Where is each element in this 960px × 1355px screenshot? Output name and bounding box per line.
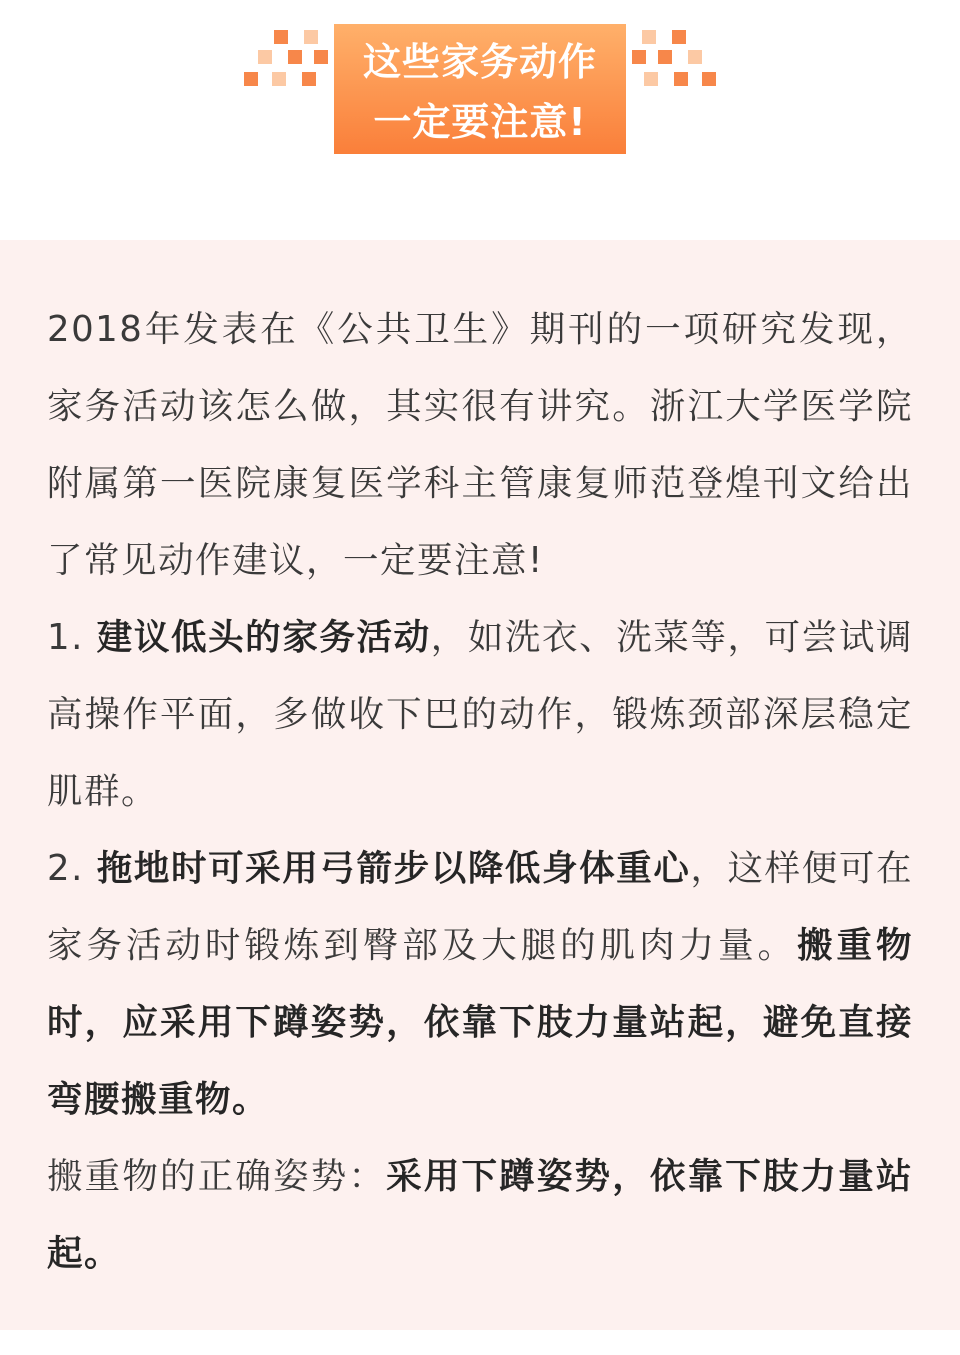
decor-square: [644, 72, 658, 86]
title-line-1: 这些家务动作: [362, 40, 597, 84]
tip-2-paragraph: [47, 830, 913, 1138]
title-badge: [334, 24, 626, 154]
title-line-2: 一定要注意!: [373, 100, 587, 144]
decor-square: [302, 72, 316, 86]
tip-1-text: ，如洗衣、洗菜等，可尝试调高操作平面，多做收下巴的动作，锻炼颈部深层稳定肌群。: [47, 617, 913, 812]
tip-2-heading: 拖地时可采用弓箭步以降低身体重心: [96, 848, 691, 889]
decor-square: [314, 50, 328, 64]
decor-square: [702, 72, 716, 86]
article-body: [47, 291, 913, 1292]
decor-square: [688, 50, 702, 64]
bottom-margin: [0, 1330, 960, 1355]
tip-1-heading: 建议低头的家务活动: [96, 617, 431, 658]
decor-square: [658, 50, 672, 64]
tip-3-label: 搬重物的正确姿势：: [47, 1156, 387, 1197]
intro-text: 2018年发表在《公共卫生》期刊的一项研究发现，家务活动该怎么做，其实很有讲究。浙江大学医学院附属第一医院康复医学科主管康复师范登煌刊文给出了常见动作建议，一定要注意!: [47, 309, 913, 581]
decor-square: [258, 50, 272, 64]
decor-square: [274, 30, 288, 44]
decor-square: [304, 30, 318, 44]
header-section: [0, 0, 960, 240]
tip-2-text: ，这样便可在家务活动时锻炼到臀部及大腿的肌肉力量。: [47, 848, 913, 966]
tip-1-number: 1.: [47, 617, 97, 658]
decor-square: [288, 50, 302, 64]
intro-paragraph: [47, 291, 913, 599]
title-badge-group: [244, 24, 716, 158]
tip-3-paragraph: [47, 1138, 913, 1292]
decor-square: [674, 72, 688, 86]
decor-square: [272, 72, 286, 86]
tip-1-paragraph: [47, 599, 913, 830]
decor-square: [632, 50, 646, 64]
tip-2-number: 2.: [47, 848, 97, 889]
tip-3-heading: 采用下蹲姿势，依靠下肢力量站起。: [47, 1156, 913, 1274]
tip-2-lifting-advice: 搬重物时，应采用下蹲姿势，依靠下肢力量站起，避免直接弯腰搬重物。: [47, 925, 913, 1120]
decor-square: [244, 72, 258, 86]
decor-square: [672, 30, 686, 44]
decor-square: [642, 30, 656, 44]
